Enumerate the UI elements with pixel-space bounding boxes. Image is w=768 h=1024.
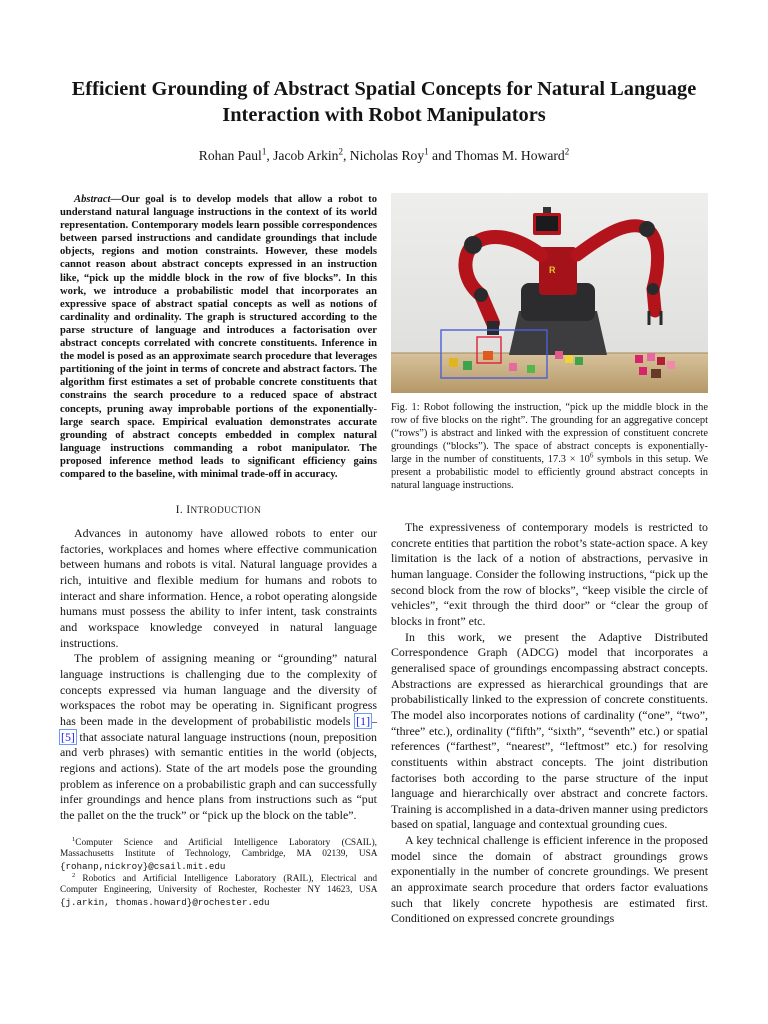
block	[483, 351, 493, 360]
abstract: Abstract—Our goal is to develop models that allow a robot to understand natural language instructions in the context of its world representation. Contemporary models learn possible correspondences between parsed instructions and candidate groundings that include objects, regions and motion constraints. However, these models cannot reason about abstract concepts expressed in an instruction like, “pick up the middle block in the row of five blocks”. In this work, we introduce a probabilistic model that incorporates an expressive space of abstract spatial concepts as well as notions of cardinality and ordinality. The graph is structured according to the parse structure of language and introduces a factorisation over abstract concepts correlated with concrete constituents. Inference in the model is posed as an approximate search procedure that leverages partitioning of the joint in terms of concrete and abstract factors. The algorithm first estimates a set of probable concrete constituents that constrains the search procedure to a reduced space of abstract concepts, pruning away improbable portions of the exponentially-large search space. Empirical evaluation demonstrates accurate grounding of abstract concepts embedded in complex natural language instructions commanding a robot manipulator. The proposed inference method leads to significant efficiency gains compared to the baseline, with minimal trade-off in accuracy.	[60, 194, 377, 480]
block	[575, 357, 583, 365]
footnote-1: $^1$Computer Science and Artificial Intelligence Laboratory (CSAIL), Massachusetts Institute of Technology, Cambridge, MA 02139, USA {rohanp,nickroy}@csail.mit.edu	[60, 835, 377, 872]
figure-caption: Fig. 1: Robot following the instruction, “pick up the middle block in the row of five blocks on the right”. The grounding for an aggregative concept (“rows”) is abstract and linked with the expression of constituent concrete groundings (“blocks”). The space of abstract concepts is exponentially-large in the number of constituents, $17.3 \times 10^6$ symbols in this setup. We present a probabilistic model to efficiently ground abstract concepts in natural language instructions.	[391, 402, 709, 491]
block	[565, 355, 573, 363]
block	[651, 369, 661, 378]
block	[449, 358, 458, 367]
paper-title: Efficient Grounding of Abstract Spatial Concepts for Natural Language Interaction with Robot Manipulators	[71, 78, 697, 126]
robot-screen	[536, 216, 558, 231]
block	[635, 355, 643, 363]
citation-link[interactable]: [1]	[356, 713, 371, 728]
paragraph: A key technical challenge is efficient inference in the proposed model since the domain of abstract groundings grows exponentially in the number of concrete groundings. We present an approximate search procedure that orders factor evaluations such that likely concrete hypothesis are estimated first. Conditioned on expressed concrete groundings	[391, 833, 708, 926]
block	[509, 363, 517, 371]
abstract-label: Abstract	[74, 194, 111, 205]
block	[657, 357, 665, 365]
abstract-text: Our goal is to develop models that allow a robot to understand natural language instructions in the context of its world representation. Contemporary models learn possible correspondences between parsed instructions and candidate groundings that include objects, regions and motion constraints. However, these models cannot reason about abstract concepts expressed in an instruction like, “pick up the middle block in the row of five blocks”. In this work, we introduce a probabilistic model that incorporates an expressive space of abstract spatial concepts as well as notions of cardinality and ordinality. The graph is structured according to the parse structure of language and introduces a factorisation over abstract concepts correlated with concrete constituents. Inference in the model is posed as an approximate search procedure that leverages partitioning of the joint in terms of concrete and abstract factors. The algorithm first estimates a set of probable concrete constituents that constrains the search procedure to a reduced space of abstract concepts, pruning away improbable portions of the exponentially-large search space. Empirical evaluation demonstrates accurate grounding of abstract concepts embedded in complex natural language instructions commanding a robot manipulator. The proposed inference method leads to significant efficiency gains compared to the baseline, with minimal trade-off in accuracy.	[60, 194, 377, 480]
block	[555, 351, 563, 359]
paragraph: Advances in autonomy have allowed robots to enter our factories, workplaces and homes where effective communication between humans and robots is vital. Natural language provides a rich, intuitive and flexible medium for humans and robots to interact and share information. Hence, a robot operating alongside humans must possess the ability to infer intent, task constraints and workspace knowledge conveyed in natural language instructions.	[60, 526, 377, 650]
robot-logo: R	[549, 265, 556, 275]
paragraph: The problem of assigning meaning or “grounding” natural language instructions is challenging due to the complexity of concepts expressed via human language and the diversity of workspaces the robot may be operating in. Significant progress has been made in the development of probabilistic models [1]–[5] that associate natural language instructions (noun, preposition and verb phrases) with semantic entities in the world (objects, regions and actions). State of the art models pose the grounding problem as inference on a probabilistic graph and can successfully infer groundings and hence plans from instructions such as “put the pallet on the the truck” or “pick up the block on the table”.	[60, 651, 377, 822]
author: Jacob Arkin$^2$,	[273, 146, 350, 163]
block	[647, 353, 655, 361]
block	[463, 361, 472, 370]
email-address: {j.arkin, thomas.howard}@rochester.edu	[60, 897, 270, 909]
right-column-top	[391, 193, 708, 492]
block	[527, 365, 535, 373]
email-address: {rohanp,nickroy}@csail.mit.edu	[60, 860, 226, 872]
block	[667, 361, 675, 369]
paragraph: The expressiveness of contemporary models is restricted to concrete entities that partition the robot’s state-action space. A key limitation is the lack of a notion of abstractions, pervasive in human language. Consider the following instructions, “pick up the second block from the row of blocks”, “keep visible the circle of vehicles”, “exit through the third door” or “clear the group of blocks in front” etc.	[391, 520, 708, 628]
author: Rohan Paul$^1$,	[198, 146, 274, 163]
section-heading-introduction: I. INTRODUCTION	[175, 504, 262, 517]
robot-figure	[391, 193, 708, 393]
introduction-body	[60, 526, 377, 823]
author: Thomas M. Howard$^2$	[454, 146, 570, 163]
affiliation-footnotes	[60, 835, 377, 910]
citation-link[interactable]: [5]	[61, 729, 75, 744]
left-column	[60, 193, 377, 910]
block	[639, 367, 647, 375]
author: Nicholas Roy$^1$ and	[349, 146, 455, 163]
footnote-2: $^2$ Robotics and Artificial Intelligence Laboratory (RAIL), Electrical and Computer Engineering, University of Rochester, Rochester NY 14623, USA {j.arkin, thomas.howard}@rochester.edu	[60, 871, 377, 909]
author-list	[60, 147, 708, 165]
paragraph: In this work, we present the Adaptive Distributed Correspondence Graph (ADCG) model that incorporates a generalised space of groundings encompassing abstract concepts. Abstractions are expressed as hierarchical groundings that are probabilistically linked to the expression of concrete constituents. The model also incorporates notions of cardinality (“one”, “two”, “three” etc.), ordinality (“fifth”, “sixth”, “seventh” etc.) or spatial references (“farthest”, “nearest”, “leftmost” etc.) for resolving constituents within abstract concepts. The joint distribution factorises both according to the parse structure of the input language and hierarchically over abstract and concrete factors. Training is accomplished in a data-driven manner using predictors based on spatial, language and contextual grounding cues.	[391, 629, 708, 832]
right-column-body	[391, 520, 708, 927]
